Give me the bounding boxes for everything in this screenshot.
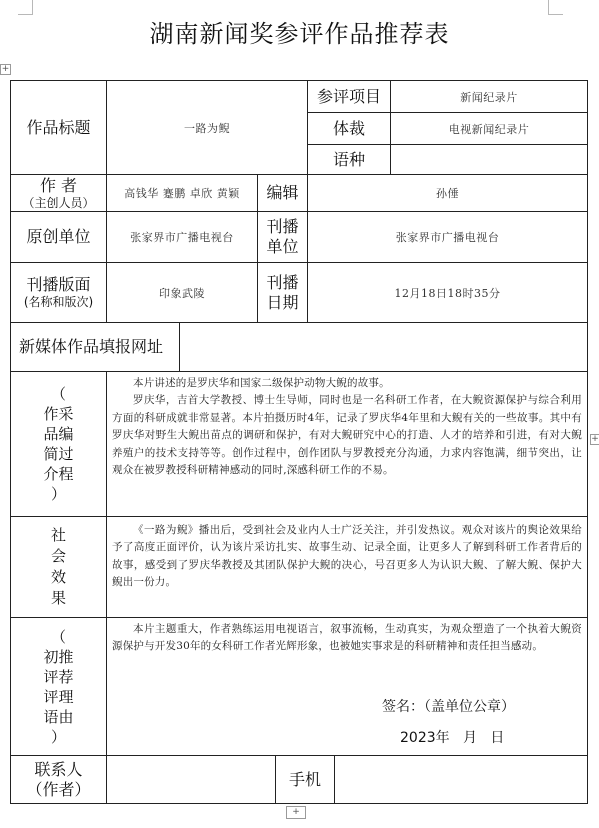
authors-value[interactable]: 高钱华 蹇鹏 卓欣 黄颖 xyxy=(124,187,240,200)
effect-label-line: 效 xyxy=(50,568,66,586)
process-paragraph: 罗庆华，吉首大学教授、博士生导师，同时也是一名科研工作者，在大鲵资源保护与综合利用方面的科研成就非常显著。本片拍摄历时4年，记录了罗庆华4年里和大鲵有关的一些故事。其中有罗庆华对野生大鲵出苗点的调研和保护，有对大鲵研究中心的打造、人才的培养和引进，有对大鲵养殖户的技术支持等等。创作过程中，创作团队与罗教授充分沟通，力求内容饱满，细节突出，让观众在被罗教授科研精神感动的同时,深感科研工作的不易。 xyxy=(112,394,582,477)
publishing-unit-value[interactable]: 张家界市广播电视台 xyxy=(395,231,500,244)
edition-label-line1: 刊播版面 xyxy=(26,275,91,294)
work-title-label: 作品标题 xyxy=(26,117,91,137)
category-value[interactable]: 新闻纪录片 xyxy=(460,90,518,104)
effect-label-line: 社 xyxy=(50,526,66,544)
author-label-line1: 作 者 xyxy=(39,175,78,195)
social-effect-label xyxy=(11,517,106,617)
edition-value[interactable]: 印象武陵 xyxy=(159,286,205,300)
effect-label-line: 果 xyxy=(50,589,66,607)
contact-label xyxy=(11,756,106,803)
phone-label: 手机 xyxy=(288,769,321,789)
review-label-line: 评荐 xyxy=(43,667,74,686)
publishing-unit-label-line2: 单位 xyxy=(266,237,299,256)
work-title-value[interactable]: 一路为鲵 xyxy=(184,121,230,135)
new-media-url-value[interactable] xyxy=(180,323,587,371)
edition-label xyxy=(11,263,106,322)
category-label: 参评项目 xyxy=(316,86,381,106)
process-label-line: 介程 xyxy=(43,465,74,483)
contact-label-line2: （作者） xyxy=(26,779,91,799)
process-intro-label xyxy=(11,372,106,516)
language-label: 语种 xyxy=(332,149,365,169)
publish-date-label-line1: 刊播 xyxy=(266,272,299,292)
process-label-line: 作采 xyxy=(43,405,74,423)
process-intro-text[interactable] xyxy=(112,375,582,515)
effect-label-line: 会 xyxy=(50,547,66,565)
social-effect-text[interactable]: 《一路为鲵》播出后，受到社会及业内人士广泛关注，并引发热议。观众对该片的舆论效果给予了高度正面评价，认为该片采访扎实、故事生动、记录全面，让更多人了解到科研工作者背后的故事，感受到了罗庆华教授及其团队保护大鲵的决心，号召更多人为认识大鲵、了解大鲵、保护大鲵出一份力。 xyxy=(112,524,582,589)
publishing-unit-label xyxy=(258,212,307,262)
table-move-handle-icon[interactable]: + xyxy=(1,64,10,74)
review-label xyxy=(11,618,106,755)
process-label-line: ） xyxy=(50,485,66,503)
original-unit-label: 原创单位 xyxy=(26,227,91,246)
process-label-line: （ xyxy=(50,385,66,403)
publishing-unit-label-line1: 刊播 xyxy=(266,217,299,236)
add-row-handle-icon[interactable]: + xyxy=(286,806,306,819)
language-value[interactable] xyxy=(391,145,587,174)
review-label-line: 初推 xyxy=(43,647,74,666)
review-text[interactable]: 本片主题重大，作者熟练运用电视语言，叙事流畅，生动真实，为观众塑造了一个执着大鲵资源保护与开发30年的女科研工作者光辉形象，也被她实事求是的科研精神和责任担当感动。 xyxy=(112,623,582,653)
publish-date-label-line2: 日期 xyxy=(266,292,299,312)
process-label-line: 简过 xyxy=(43,445,74,463)
editor-label: 编辑 xyxy=(266,183,299,202)
genre-value[interactable]: 电视新闻纪录片 xyxy=(448,122,530,136)
document-title: 湖南新闻奖参评作品推荐表 xyxy=(149,20,450,48)
new-media-url-label: 新媒体作品填报网址 xyxy=(19,337,164,356)
author-label xyxy=(11,175,106,211)
add-column-handle-icon[interactable]: + xyxy=(591,434,599,444)
contact-value[interactable] xyxy=(107,756,275,803)
author-label-line2: （主创人员） xyxy=(22,195,95,210)
genre-label: 体裁 xyxy=(332,118,365,138)
review-label-line: 评理 xyxy=(43,687,74,706)
publish-date-label xyxy=(258,263,307,322)
publish-date-value[interactable]: 12月18日18时35分 xyxy=(394,286,501,300)
review-label-line: （ xyxy=(50,627,66,646)
editor-value[interactable]: 孙倕 xyxy=(436,187,459,200)
process-paragraph: 本片讲述的是罗庆华和国家二级保护动物大鲵的故事。 xyxy=(133,377,390,389)
phone-value[interactable] xyxy=(335,756,587,803)
contact-label-line1: 联系人 xyxy=(34,759,83,779)
review-label-line: 语由 xyxy=(43,707,74,726)
original-unit-value[interactable]: 张家界市广播电视台 xyxy=(130,231,234,244)
review-label-line: ） xyxy=(50,727,66,746)
edition-label-line2: (名称和版次) xyxy=(23,295,94,309)
process-label-line: 品编 xyxy=(43,425,74,443)
signature-line: 签名：（盖单位公章） xyxy=(382,699,515,715)
date-line: 2023年 月 日 xyxy=(400,730,505,746)
